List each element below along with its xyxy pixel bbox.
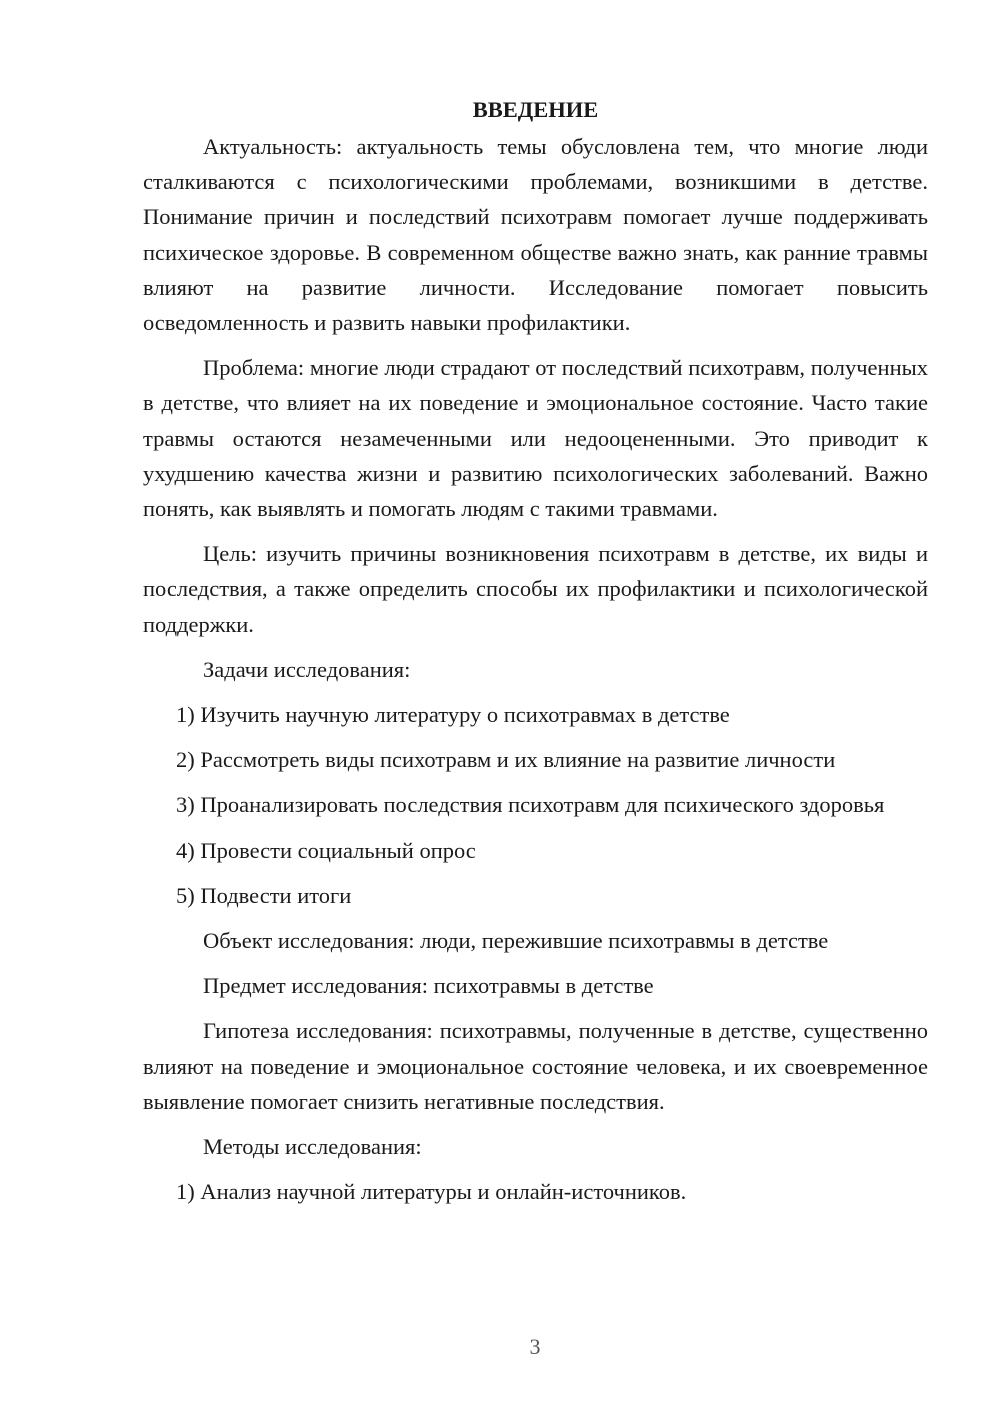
goal-paragraph: Цель: изучить причины возникновения психотравм в детстве, их виды и последствия, а также определить способы их профилактики и психологической поддержки. <box>143 541 928 637</box>
problem-paragraph: Проблема: многие люди страдают от последствий психотравм, полученных в детстве, что влияет на их поведение и эмоциональное состояние. Часто такие травмы остаются незамеченными или недооцененными. Это приводит к ухудшению качества жизни и развитию психологических заболеваний. Важно понять, как выявлять и помогать людям с такими травмами. <box>143 355 928 522</box>
research-subject: Предмет исследования: психотравмы в детстве <box>203 973 654 999</box>
research-object: Объект исследования: люди, пережившие психотравмы в детстве <box>203 928 829 954</box>
hypothesis-paragraph: Гипотеза исследования: психотравмы, полученные в детстве, существенно влияют на поведение и эмоциональное состояние человека, и их своевременное выявление помогает снизить негативные последствия. <box>143 1018 928 1114</box>
method-item-1: 1) Анализ научной литературы и онлайн-источников. <box>176 1179 687 1205</box>
task-item-2: 2) Рассмотреть виды психотравм и их влияние на развитие личности <box>176 747 836 773</box>
task-item-3: 3) Проанализировать последствия психотравм для психического здоровья <box>176 792 885 818</box>
page-number: 3 <box>529 1334 541 1359</box>
page-content <box>143 92 928 1219</box>
tasks-heading: Задачи исследования: <box>203 656 411 682</box>
relevance-paragraph: Актуальность: актуальность темы обусловлена тем, что многие люди сталкиваются с психологическими проблемами, возникшими в детстве. Понимание причин и последствий психотравм помогает лучше поддерживать психическое здоровье. В современном обществе важно знать, как ранние травмы влияют на развитие личности. Исследование помогает повысить осведомленность и развить навыки профилактики. <box>143 134 928 336</box>
task-item-4: 4) Провести социальный опрос <box>176 837 476 863</box>
page-title: ВВЕДЕНИЕ <box>472 97 599 122</box>
task-item-1: 1) Изучить научную литературу о психотравмах в детстве <box>176 702 730 728</box>
methods-heading: Методы исследования: <box>203 1134 422 1160</box>
task-item-5: 5) Подвести итоги <box>176 882 352 908</box>
